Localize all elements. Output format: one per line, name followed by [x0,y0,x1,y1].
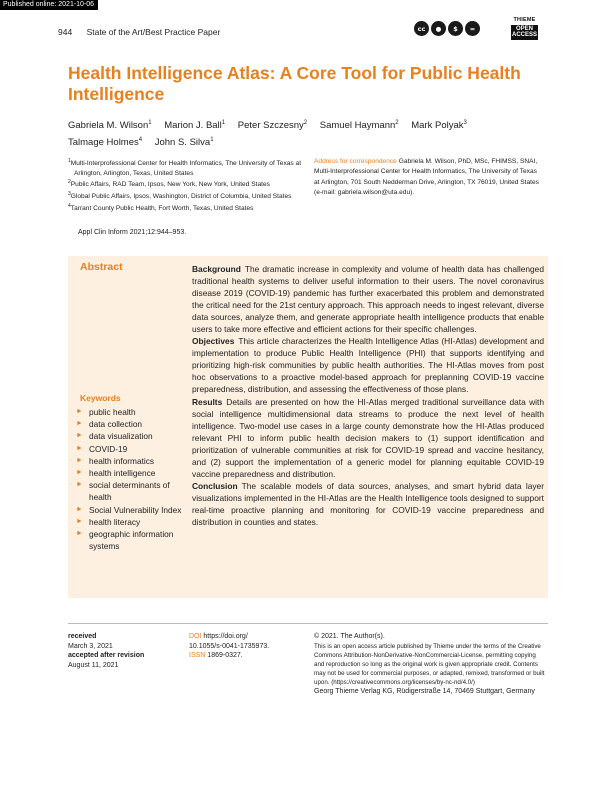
keywords-heading: Keywords [80,393,121,403]
abstract-section: Objectives This article characterizes the Health Intelligence Atlas (HI-Atlas) development and implementation to produce Public Health Intelligence (PHI) that supports identifying and prioritizing high-risk communities by public health authorities. The HI-Atlas moves from post hoc observations to a proactive model-based approach for preplanning COVID-19 vaccine preparedness, distribution, and assessing the effectiveness of those plans. [192,336,544,395]
section-label: State of the Art/Best Practice Paper [86,27,221,37]
footer-divider [68,623,548,624]
cc-icon: cc [414,21,429,36]
keyword-item: ► COVID-19 [76,443,128,454]
license-text: This is an open access article published by Thieme under the terms of the Creative Commons Attribution-NonDerivative-NonCommercial-License, permitting copying and reproduction so long as the original work is given appropriate credit. Contents may not be used for commercial purposes, or adapted, remixed, transformed or built upon. (https://creativecommons.org/licenses/by-nc-nd/4.0/) [314,643,545,686]
published-online-banner: Published online: 2021-10-06 [0,0,98,10]
arrow-icon: ► [76,408,83,415]
correspondence-text: Gabriela M. Wilson, PhD, MSc, FHIMSS, SNAI, Multi-Interprofessional Center for Health Informatics, The University of Texas at Arlington, 701 South Nedderman Drive, Arlington, TX 76019, United States (e-mail: gabriela.wilson@uta.edu). [314,158,539,196]
license-block [314,632,546,697]
badge-bottom-text: OPEN ACCESS [511,25,537,38]
arrow-icon: ► [76,517,83,525]
author: Samuel Haymann$^2$ [319,120,399,132]
nc-icon: $ [448,21,463,36]
correspondence [314,157,544,198]
affiliation: $^4$Tarrant County Public Health, Fort Worth, Texas, United States [68,202,254,212]
article-title: Health Intelligence Atlas: A Core Tool for Public Health Intelligence [68,63,521,104]
accepted-label: accepted after revision [68,652,145,660]
author: Gabriela M. Wilson$^1$ [68,120,152,132]
issn-label: ISSN [189,652,206,660]
affiliation: $^2$Public Affairs, RAD Team, Ipsos, New York, New York, United States [68,179,270,189]
thieme-open-access-badge [511,17,538,40]
license-icons [414,21,480,36]
keyword-item: ► health intelligence [76,468,156,479]
copyright: © 2021. The Author(s). [314,633,385,640]
affiliation: $^3$Global Public Affairs, Ipsos, Washington, District of Columbia, United States [68,190,292,201]
abstract-section: Conclusion The scalable models of data sources, analyses, and smart hybrid data layer visualizations implemented in the HI-Atlas are the Health Intelligence tools designed to support real-time proactive planning and monitoring for COVID-19 vaccine preparedness and distribution in counties and states. [192,480,544,527]
accepted-date: August 11, 2021 [68,661,119,669]
author: Mark Polyak$^3$ [411,120,467,132]
doi-block [189,632,304,661]
keywords-list [76,406,194,552]
arrow-icon: ► [76,420,83,428]
keyword-item: ► health literacy [76,516,141,527]
received-date: March 3, 2021 [68,642,113,650]
badge-top-text: THIEME [513,17,536,23]
keyword-item: ► Social Vulnerability Index [76,504,182,515]
author: Marion J. Ball$^1$ [164,120,226,132]
affiliation: $^1$Multi-Interprofessional Center for Health Informatics, The University of Texas at Arlington, Arlington, Texas, United States [68,158,302,177]
citation: Appl Clin Inform 2021;12:944–953. [78,229,187,236]
author: John S. Silva$^1$ [154,137,214,149]
keyword-item: ► geographic information systems [76,529,174,552]
article-dates [68,632,178,670]
received-label: received [68,633,97,640]
keyword-item: ► data collection [76,419,143,430]
author: Peter Szczesny$^2$ [237,120,308,132]
running-header [58,27,220,37]
doi-label: DOI [189,633,202,640]
arrow-icon: ► [76,469,83,477]
doi-link[interactable]: https://doi.org/ [203,633,248,640]
arrow-icon: ► [76,530,83,538]
abstract-section: Results Details are presented on how the HI-Atlas merged traditional surveillance data with social intelligence multidimensional data streams to produce the next level of health intelligence. Two-model use cases in a large county demonstrate how the HI-Atlas produced relevant PHI to inform public health decision makers to (1) support identification and prioritization of vulnerable communities at risk for COVID-19 spread and vaccine hesitancy, and (2) support the implementation of a generic model for planning equitable COVID-19 vaccine preparedness and distribution. [192,396,544,479]
author-list [68,116,528,150]
arrow-icon: ► [76,444,83,452]
arrow-icon: ► [76,456,83,464]
keyword-item: ► social determinants of health [76,480,170,503]
abstract-section: Background The dramatic increase in complexity and volume of health data has challenged traditional health systems to deliver useful information to their users. The novel coronavirus disease 2019 (COVID-19) pandemic has further exacerbated this problem and demonstrated the critical need for the 21st century approach. This approach needs to ingest relevant, diverse data sources, analyze them, and generate appropriate health intelligence products that enable users to take more effective and efficient actions for their specific challenges. [192,264,544,335]
arrow-icon: ► [76,432,83,440]
arrow-icon: ► [76,505,83,513]
keyword-item: ► health informatics [76,455,155,466]
nd-icon: = [465,21,480,36]
issn-value: 1869-0327. [207,652,243,660]
doi-value: 10.1055/s-0041-1735973. [189,642,270,650]
abstract-body [192,263,544,528]
arrow-icon: ► [76,481,83,489]
keyword-item: ► public health [76,407,136,417]
affiliations [68,157,308,213]
page-number: 944 [58,27,73,37]
keyword-item: ► data visualization [76,431,153,442]
abstract-heading: Abstract [80,261,123,273]
publisher-address: Georg Thieme Verlag KG, Rüdigerstraße 14, 70469 Stuttgart, Germany [314,688,535,695]
by-icon: ● [431,21,446,36]
correspondence-label: Address for correspondence [314,158,397,165]
author: Talmage Holmes$^4$ [68,137,143,149]
